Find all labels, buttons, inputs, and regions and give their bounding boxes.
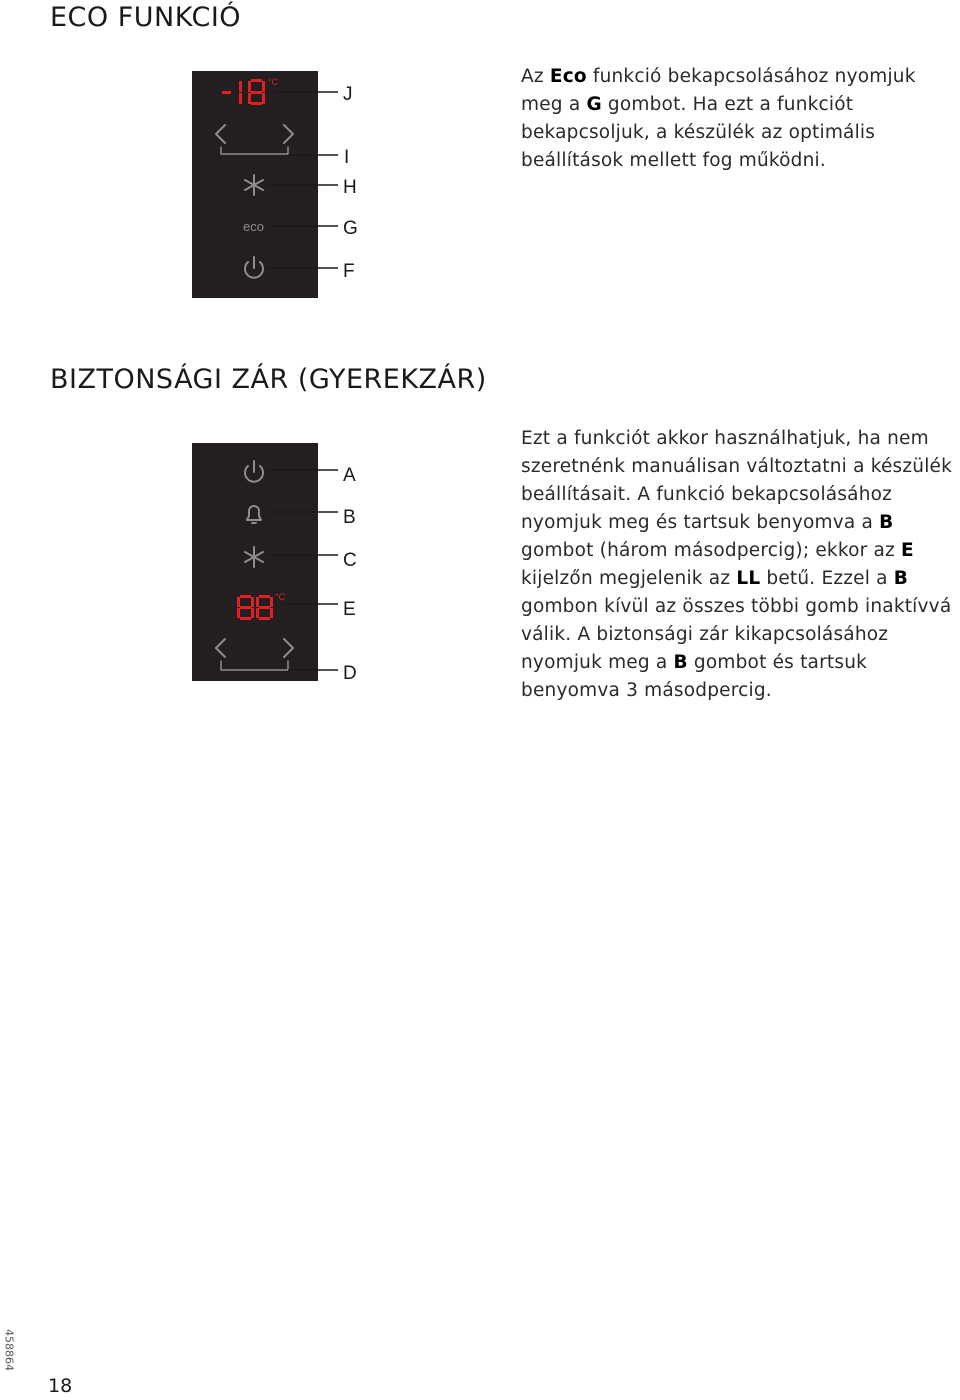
lock-section-heading: BIZTONSÁGI ZÁR (GYEREKZÁR): [50, 364, 487, 395]
eco-control-panel: [192, 71, 318, 298]
bold-run: G: [586, 94, 602, 115]
callout-j: J: [343, 84, 353, 105]
text-run: funkció bekapcsolásához nyomjuk meg a: [521, 66, 916, 115]
eco-description: [521, 63, 956, 175]
page-number: 18: [48, 1375, 73, 1397]
callout-f: F: [343, 261, 355, 282]
callout-i: I: [344, 147, 350, 168]
callout-d: D: [343, 663, 357, 684]
lock-control-panel: [192, 443, 318, 681]
callout-e: E: [343, 599, 356, 620]
bold-run: Eco: [549, 66, 587, 87]
bold-run: E: [901, 540, 914, 561]
text-run: gombot és tartsuk benyomva 3 másodpercig.: [521, 652, 868, 701]
eco-button-label[interactable]: eco: [243, 219, 264, 234]
callout-c: C: [343, 550, 357, 571]
lock-display-unit: °C: [275, 592, 286, 602]
text-run: Ezt a funkciót akkor használhatjuk, ha nem szeretnénk manuálisan változtatni a készülék beállításait. A funkció bekapcsolásához nyomjuk meg és tartsuk benyomva a: [521, 428, 953, 533]
text-run: gombon kívül az összes többi gomb inaktívvá válik. A biztonsági zár kikapcsolásához nyomjuk meg a: [521, 596, 952, 673]
callout-h: H: [343, 177, 357, 198]
text-run: gombot. Ha ezt a funkciót bekapcsoljuk, a készülék az optimális beállítások mellett fog működni.: [521, 94, 876, 171]
text-run: gombot (három másodpercig); ekkor az: [521, 540, 902, 561]
text-run: kijelzőn megjelenik az: [521, 568, 737, 589]
callout-g: G: [343, 218, 358, 239]
text-run: Az: [521, 66, 550, 87]
bold-run: B: [893, 568, 909, 589]
bold-run: LL: [736, 568, 761, 589]
callout-a: A: [343, 465, 356, 486]
bold-run: B: [673, 652, 688, 673]
eco-display-unit: °C: [268, 77, 279, 87]
lock-description: [521, 425, 960, 705]
text-run: betű. Ezzel a: [760, 568, 894, 589]
document-code: 458864: [2, 1329, 16, 1371]
bold-run: B: [879, 512, 894, 533]
callout-b: B: [343, 507, 356, 528]
eco-section-heading: ECO FUNKCIÓ: [50, 2, 242, 33]
